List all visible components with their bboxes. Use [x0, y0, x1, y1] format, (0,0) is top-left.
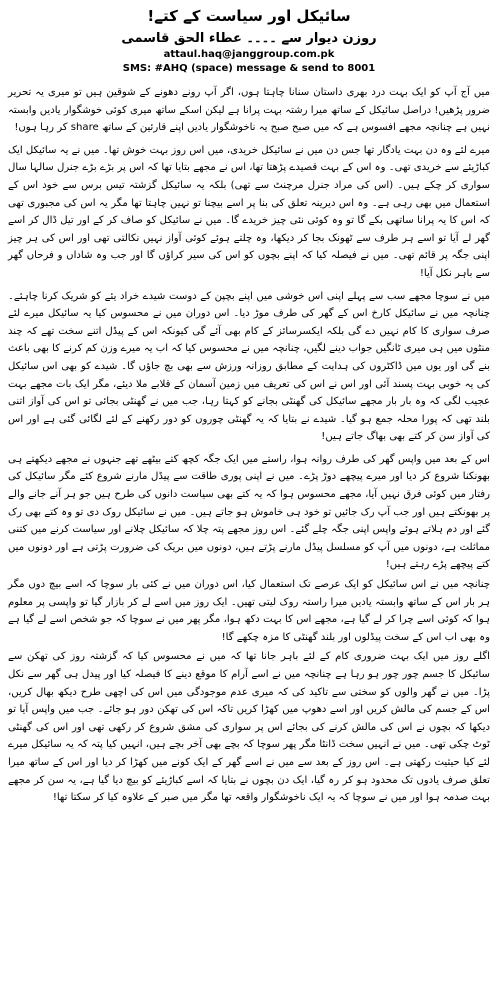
article-paragraph-4: اس کے بعد میں واپس گھر کی طرف روانہ ہوا، راستے میں ایک جگہ کچھ کتے بیٹھے تھے جنہوں نے مجھے دیکھتے ہی بھونکنا شروع کر دیا اور میرے پیچھے دوڑ پڑے۔ میں نے اپنی پوری طاقت سے پیڈل مارنے شروع کئے مگر سائیکل کی رفتار میں کوئی فرق نہیں آیا، مجھے محسوس ہوا کہ یہ کتے بھی سیاست دانوں کی طرح ہیں جو ہر آنے جانے والے پر بھونکتے ہیں اور جب آپ رک جائیں تو خود ہی خاموش ہو جاتے ہیں۔ میں نے سائیکل روک دی تو وہ کتے بھی رک گئے اور دم ہلاتے ہوئے واپس اپنی جگہ چلے گئے۔ اس روز مجھے پتہ چلا کہ سائیکل چلانے اور سیاست کرنے میں کتنی مماثلت ہے، دونوں میں آپ کو مسلسل پیڈل مارنے پڑتے ہیں، دونوں میں بریک کی ضرورت پڑتی ہے اور دونوں میں کتے پیچھے پڑے رہتے ہیں!: [8, 453, 490, 571]
article-title: سائیکل اور سیاست کے کتے!: [147, 7, 351, 25]
article-paragraph-3: میں نے سوچا مجھے سب سے پہلے اپنی اس خوشی میں اپنے بچپن کے دوست شیدے خراد یئے کو شریک کرنا چاہئے۔ چنانچہ میں نے سائیکل کارخ اس کے گھر کی طرف موڑ دیا۔ اس دوران میں نے محسوس کیا یہ سائیکل میرے لئے صرف سواری کا کام نہیں دے گی بلکہ ایکسرسائز کے کام بھی آئے گی کیونکہ اس کے پیڈل اتنے سخت تھے کہ چند منٹوں میں ہی میری ٹانگیں جواب دینے لگیں، چنانچہ میں نے محسوس کیا کہ اب یہ میرے وزن کم کرنے کا بھی باعث بنے گی اور یوں میں ڈاکٹروں کی ہدایت کے مطابق روزانہ ورزش سے بھی بچ جاؤں گا۔ شیدے کو بھی اس سائیکل کی یہ خوبی بہت پسند آئی اور اس نے اس کی تعریف میں زمین آسمان کے قلابے ملا دیئے، مگر ایک بات مجھے بہت عجیب لگی کہ وہ بار بار مجھے سائیکل کی گھنٹی بجانے کو کہتا رہا، جب میں نے گھنٹی بجائی تو اس کی آواز اتنی بلند تھی کہ پورا محلہ جمع ہو گیا۔ شیدے نے بتایا کہ یہ گھنٹی چوروں کو دور رکھنے کے لئے لگائی گئی ہے اور اس کی آواز سن کر کتے بھی بھاگ جاتے ہیں!: [8, 290, 490, 443]
article-byline: روزن دیوار سے ۔۔۔۔ عطاء الحق قاسمی: [121, 31, 377, 46]
article-paragraph-2: میرے لئے وہ دن بہت یادگار تھا جس دن میں نے سائیکل خریدی، میں اس روز بہت خوش تھا۔ میں نے یہ سائیکل ایک کباڑیئے سے خریدی تھی۔ وہ اس کے بہت قصیدے پڑھتا تھا، اس نے مجھے بتایا تھا کہ اس پر بڑے بڑے جنرل سالہا سال سواری کر چکے ہیں۔ (اس کی مراد جنرل مرچنٹ سے تھی) بلکہ یہ سائیکل گزشتہ تیس برس سے خود اس کے استعمال میں بھی رہی ہے۔ وہ اس دیرینہ تعلق کی بنا پر اسے بیچنا تو نہیں چاہتا تھا مگر یہ اس کی مجبوری تھی کہ اس کا یہ پرانا ساتھی بکے گا تو وہ کوئی نئی چیز خریدے گا۔ میں نے سائیکل کو صاف کر کے اور تیل ڈال کر اسے گھر لے آیا تو اسے ہر طرف سے ٹھونک بجا کر دیکھا، وہ چلتے ہوئے کوئی آواز نہیں نکالتی تھی اور اس کی ہر چیز اپنی جگہ پر قائم تھی۔ میں نے فیصلہ کیا کہ اپنے بچوں کو اس کی سیر کراؤں گا اور جب وہ شاداں و فرحاں گھر سے باہر نکل آیا!: [8, 144, 490, 279]
author-email: attaul.haq@janggroup.com.pk: [163, 49, 335, 60]
sms-line: SMS: #AHQ (space) message & send to 8001: [122, 63, 376, 74]
article-paragraph-6: اگلے روز میں ایک بہت ضروری کام کے لئے باہر جانا تھا کہ میں نے محسوس کیا کہ گزشتہ روز کی تھکن سے سائیکل کا جسم چور چور ہو رہا ہے چنانچہ میں نے اسے آرام کا موقع دینے کا فیصلہ کیا اور پیدل ہی گھر سے نکل پڑا۔ میں نے گھر والوں کو سختی سے تاکید کی کہ میری عدم موجودگی میں اس کی اچھی طرح دیکھ بھال کریں، اس کے جسم کی مالش کریں اور اسے دھوپ میں کھڑا کریں تاکہ اس کی تھکن دور ہو جائے۔ جب میں واپس آیا تو دیکھا کہ بچوں نے اس کی مالش کرنے کی بجائے اس پر سواری کی مشق شروع کر رکھی تھی اور اس کی گھنٹی ٹوٹ چکی تھی۔ میں نے انہیں سخت ڈانٹا مگر پھر سوچا کہ بچے بھی آخر بچے ہیں، انہیں کیا پتہ کہ یہ سائیکل میرے لئے کیا حیثیت رکھتی ہے۔ اس روز کے بعد سے میں نے اسے گھر کے ایک کونے میں کھڑا کر دیا اور اس کے ساتھ میرا تعلق صرف یادوں تک محدود ہو کر رہ گیا، ایک دن بچوں نے بتایا کہ اسے کباڑیئے کو بیچ دیا گیا ہے، یہ سن کر مجھے بہت صدمہ ہوا اور میں نے سوچا کہ یہ ایک ناخوشگوار واقعہ تھا مگر میں صبر کے علاوہ کیا کر سکتا تھا!: [8, 651, 490, 804]
article-paragraph-5: چنانچہ میں نے اس سائیکل کو ایک عرصے تک استعمال کیا، اس دوران میں نے کئی بار سوچا کہ اسے بیچ دوں مگر ہر بار اس کے ساتھ وابستہ یادیں میرا راستہ روک لیتی تھیں۔ ایک روز میں اسے لے کر بازار گیا تو واپسی پر معلوم ہوا کہ کوئی اسے چرا کر لے گیا ہے، مجھے اس کا بہت دکھ ہوا، مگر پھر میں نے سوچا کہ جو شخص اسے لے گیا ہے وہ بھی اب اس کے سخت پیڈلوں اور بلند گھنٹی کا مزہ چکھے گا!: [8, 579, 490, 643]
article-paragraph-1: میں آج آپ کو ایک بہت درد بھری داستان سنانا چاہتا ہوں، اگر آپ رونے دھونے کے شوقین ہیں تو میری یہ تحریر ضرور پڑھیں! دراصل سائیکل کے ساتھ میرا رشتہ بہت پرانا ہے لیکن اسکے ساتھ میری کوئی خوشگوار یادیں وابستہ نہیں ہے چنانچہ مجھے افسوس ہے کہ میں صبح صبح یہ ناخوشگوار یادیں اپنے قارئین کے ساتھ share کر رہا ہوں!: [8, 87, 490, 134]
